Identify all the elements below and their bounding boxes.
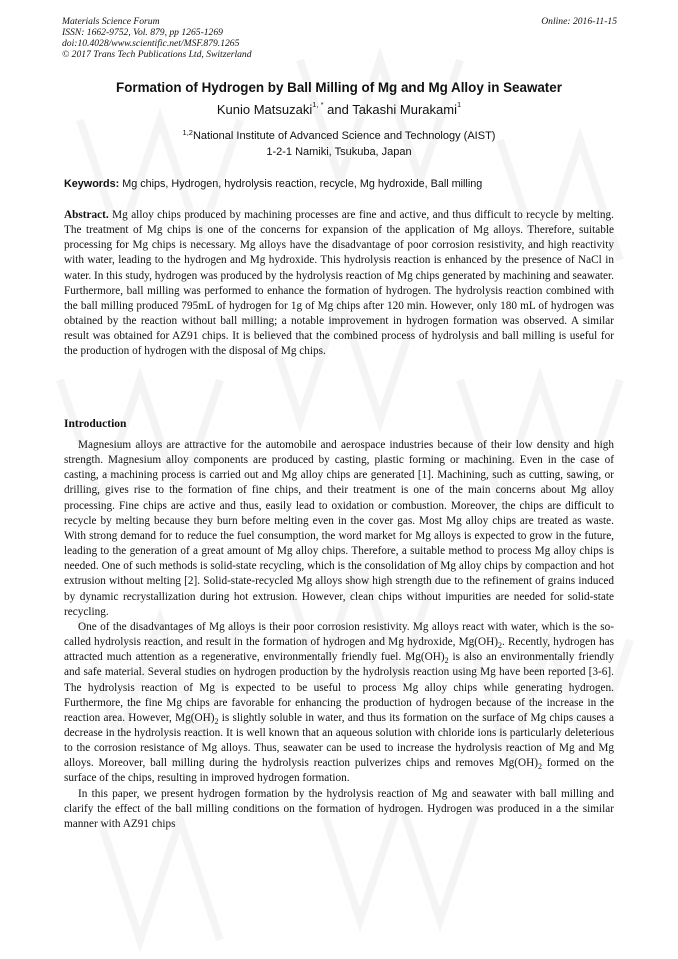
- abstract-text: Mg alloy chips produced by machining processes are fine and active, and thus difficult to recycle by melting. The treatment of Mg chips is one of the concerns for expansion of the application of Mg alloys. Therefore, suitable processing for Mg chips is necessary. Mg alloys have the disadvantage of poor corrosion resistivity, and high reactivity with water, leading to the hydrogen and Mg hydroxide. This hydrolysis reaction is enhanced by the presence of NaCl in water. In this study, hydrogen was produced by the hydrolysis reaction of Mg chips generated by machining and seawater. Furthermore, ball milling was performed to enhance the formation of hydrogen. The hydrolysis reaction combined with the ball milling produced 795mL of hydrogen for 1g of Mg chips after 120 min. However, only 180 mL of hydrogen was obtained by the reaction without ball milling; a notable improvement in hydrogen formation was observed. A similar result was obtained for AZ91 chips. It is believed that the combined process of hydrolysis and ball milling is useful for the production of hydrogen with the disposal of Mg chips.: [64, 209, 614, 358]
- keywords-label: Keywords:: [64, 178, 120, 190]
- keywords-list: Mg chips, Hydrogen, hydrolysis reaction, recycle, Mg hydroxide, Ball milling: [119, 178, 483, 190]
- abstract-label: Abstract.: [64, 209, 109, 221]
- paragraph: In this paper, we present hydrogen formation by the hydrolysis reaction of Mg and seawater with ball milling and clarify the effect of the ball milling conditions on the formation of hydrogen. Hydrogen was produced in a the similar manner with AZ91 chips: [64, 787, 614, 830]
- keywords: [64, 178, 624, 190]
- author-affiliation-mark: 1: [456, 100, 462, 109]
- text-run: is slightly soluble in water, and thus its formation on the surface of Mg chips causes a decrease in the hydrolysis reaction. It is well known that an aqueous solution with chloride ions is particularly deleterious to the corrosion resistance of Mg alloys. Thus, seawater can be used to increase the hydrolysis reaction of Mg and Mg alloys. Moreover, ball milling during the hydrolysis reaction pulverizes chips and removes Mg(OH): [64, 711, 614, 770]
- text-run: is also an environmentally friendly and safe material. Several studies on hydrogen production by the hydrolysis reaction using Mg have been reported [3-6]. The hydrolysis reaction of Mg is expected to be useful to process Mg alloy chips while generating hydrogen. Furthermore, the fine Mg chips are favorable for enhancing the production of hydrogen because of the increase in the reaction area. However, Mg(OH): [64, 651, 615, 724]
- affiliation-address: 1-2-1 Namiki, Tsukuba, Japan: [266, 146, 412, 158]
- text-run: formed on the surface of the chips, resulting in improved hydrogen formation.: [64, 757, 614, 785]
- doi-line: doi:10.4028/www.scientific.net/MSF.879.1265: [62, 38, 240, 49]
- author-affiliation-mark: 1, *: [312, 100, 324, 109]
- journal-name: Materials Science Forum: [62, 16, 160, 27]
- section-heading-introduction: Introduction: [64, 418, 127, 430]
- introduction-body: [64, 438, 614, 832]
- author-name: Takashi Murakami: [352, 102, 457, 117]
- author-conjunction: and: [323, 102, 353, 117]
- copyright-line: © 2017 Trans Tech Publications Ltd, Switzerland: [62, 49, 252, 60]
- author-name: Kunio Matsuzaki: [216, 102, 313, 117]
- publication-header: [62, 16, 617, 60]
- author-line: [40, 102, 638, 117]
- paragraph: Magnesium alloys are attractive for the automobile and aerospace industries because of their low density and high strength. Magnesium alloy components are produced by casting, plastic forming or machining. Even in the case of casting, a machining process is carried out and Mg alloy chips are generated [1]. Machining, such as cutting, sawing, or drilling, gives rise to the formation of fine chips, and their treatment is one of the main concerns about Mg alloy processing. Fine chips are active and thus, easily lead to oxidation or combustion. Moreover, the chips are difficult to recycle by melting because they burn before melting even in the cover gas. Most Mg alloy chips are treated as waste. With strong demand for to reduce the fuel consumption, the word market for Mg alloys is expected to grow in the future, leading to the generation of a great amount of Mg alloy chips. Therefore, a suitable method to process Mg alloy chips is needed. One of such methods is solid-state recycling, which is the consolidation of Mg alloy chips by compaction and hot extrusion without melting [2]. Solid-state-recycled Mg alloys show high strength due to the refinement of grains induced by dynamic recrystallization during hot extrusion. However, clean chips without impurities are needed for solid-state recycling.: [64, 439, 614, 618]
- issn-line: ISSN: 1662-9752, Vol. 879, pp 1265-1269: [62, 27, 223, 38]
- affiliation-institution: [40, 130, 638, 142]
- text-run: . Recently, hydrogen has attracted much attention as a regenerative, environmentally friendly fuel. Mg(OH): [64, 636, 614, 664]
- paragraph: [64, 620, 614, 787]
- subscript: 2: [444, 656, 449, 666]
- paper-title: Formation of Hydrogen by Ball Milling of Mg and Mg Alloy in Seawater: [116, 80, 562, 95]
- online-date: Online: 2016-11-15: [541, 16, 617, 27]
- affiliation-mark: 1,2: [182, 128, 193, 137]
- affiliation-name: National Institute of Advanced Science and Technology (AIST): [192, 130, 496, 142]
- subscript: 2: [498, 641, 503, 651]
- abstract: [64, 208, 614, 360]
- text-run: One of the disadvantages of Mg alloys is their poor corrosion resistivity. Mg alloys react with water, which is the so-called hydrolysis reaction, and result in the formation of hydrogen and Mg hydroxide, Mg(OH): [64, 620, 614, 649]
- subscript: 2: [214, 716, 219, 726]
- subscript: 2: [537, 762, 542, 772]
